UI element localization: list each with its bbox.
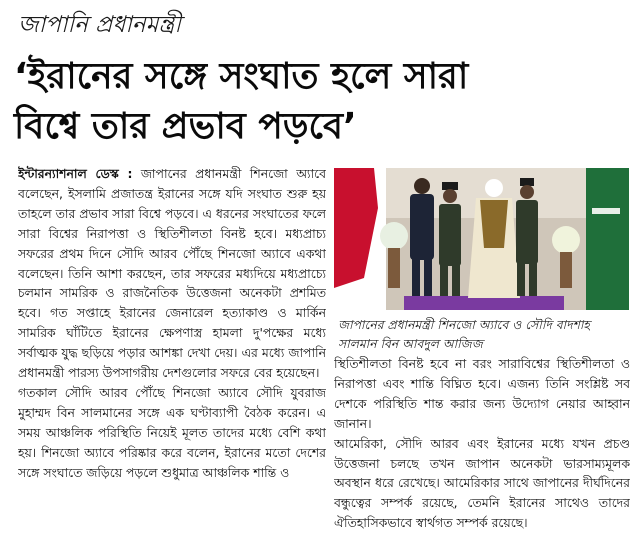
guard-hat: [442, 182, 458, 190]
person-leg: [412, 258, 420, 296]
flower-bouquet-right: [552, 226, 580, 254]
guard-leg: [452, 264, 460, 296]
photo-illustration: [334, 168, 629, 310]
person-leg: [424, 258, 432, 296]
flower-bouquet-left: [380, 222, 408, 250]
guard-head: [443, 189, 457, 203]
guard-uniform-2: [516, 200, 538, 264]
headline: [14, 52, 629, 152]
dateline: ইন্টারন্যাশনাল ডেস্ক :: [18, 166, 133, 181]
headline-line-2: বিশ্বে তার প্রভাব পড়বে’: [14, 106, 357, 147]
article-paragraph-3: স্থিতিশীলতা বিনষ্ট হবে না বরং সারাবিশ্বের স্থিতিশীলতা ও নিরাপত্তা এবং শান্তি বিঘ্নিত হবে। এজন্য তিনি সংশ্লিষ্ট সব দেশকে পরিস্থিতি শান্ত করার জন্য উদ্যোগ নেয়ার আহ্বান জানান।: [334, 356, 630, 431]
king-headdress: [485, 179, 503, 197]
guard-leg: [440, 264, 448, 296]
news-photo: [334, 168, 629, 310]
headline-line-1: ‘ইরানের সঙ্গে সংঘাত হলে সারা: [14, 56, 469, 97]
article-left-column: [18, 164, 326, 554]
photo-caption-line-1: জাপানের প্রধানমন্ত্রী শিনজো অ্যাবে ও সৌদি বাদশাহ: [338, 318, 590, 332]
guard-head-2: [520, 185, 534, 199]
article-right-column: [334, 354, 630, 554]
article-paragraph-4: আমেরিকা, সৌদি আরব এবং ইরানের মধ্যে যখন প্রচণ্ড উত্তেজনা চলছে তখন জাপান অনেকটা ভারসাম্যমূলক অবস্থান ধরে রেখেছে। আমেরিকার সাথে জাপানের দীর্ঘদিনের বন্ধুত্বের সম্পর্ক রয়েছে, তেমনি ইরানের সাথেও তাদের ঐতিহাসিকভাবে স্বার্থগত সম্পর্ক রয়েছে।: [334, 435, 630, 531]
article-paragraph-1: [18, 164, 326, 383]
photo-caption: [338, 316, 630, 354]
article-paragraph-2: গতকাল সৌদি আরব পৌঁছে শিনজো অ্যাবে সৌদি যুবরাজ মুহাম্মদ বিন সালমানের সঙ্গে এক ঘণ্টাব্যাপী বৈঠক করেন। এ সময় আঞ্চলিক পরিস্থিতি নিয়েই মূলত তাদের মধ্যে বেশি কথা হয়। শিনজো অ্যাবে পরিষ্কার করে বলেন, ইরানের মতো দেশের সঙ্গে সংঘাতে জড়িয়ে পড়লে শুধুমাত্র আঞ্চলিক শান্তি ও: [18, 384, 326, 480]
flower-stand-left: [388, 248, 400, 288]
guard-uniform: [439, 204, 461, 266]
person-suit: [410, 194, 434, 260]
saudi-flag-script: [592, 208, 620, 214]
guard-leg-2: [517, 262, 525, 296]
photo-caption-line-2: সালমান বিন আবদুল আজিজ: [338, 337, 483, 351]
saudi-flag: [586, 168, 629, 310]
flower-stand-right: [560, 252, 572, 288]
person-head: [414, 178, 430, 194]
guard-hat-2: [520, 178, 534, 186]
section-kicker: জাপানি প্রধানমন্ত্রী: [18, 12, 181, 38]
king-cloak: [480, 200, 508, 248]
article-paragraph-1-text: জাপানের প্রধানমন্ত্রী শিনজো অ্যাবে বলেছেন, ইসলামি প্রজাতন্ত্র ইরানের সঙ্গে যদি সংঘাত শুরু হয় তাহলে তার প্রভাব সারা বিশ্বে পড়বে। এ ধরনের সংঘাতের ফলে সারা বিশ্বের নিরাপত্তা ও স্থিতিশীলতা বিনষ্ট হবে। মধ্যপ্রাচ্য সফরের প্রথম দিনে সৌদি আরব পৌঁছে শিনজো অ্যাবে একথা বলেছেন। তিনি আশা করছেন, তার সফরের মধ্যদিয়ে মধ্যপ্রাচ্যে চলমান সামরিক ও রাজনৈতিক উত্তেজনা অনেকটা প্রশমিত হবে। গত সপ্তাহে ইরানের জেনারেল হত্যাকাণ্ড ও মার্কিন সামরিক ঘাঁটিতে ইরানের ক্ষেপণাস্ত্র হামলা দু'পক্ষের মধ্যে সর্বাত্মক যুদ্ধ ছড়িয়ে পড়ার আশঙ্কা দেখা দেয়। এর মধ্যে জাপানি প্রধানমন্ত্রী পারস্য উপসাগরীয় দেশগুলোর সফরে বের হয়েছেন।: [18, 166, 326, 381]
guard-leg-2: [529, 262, 537, 296]
carpet: [404, 296, 564, 310]
